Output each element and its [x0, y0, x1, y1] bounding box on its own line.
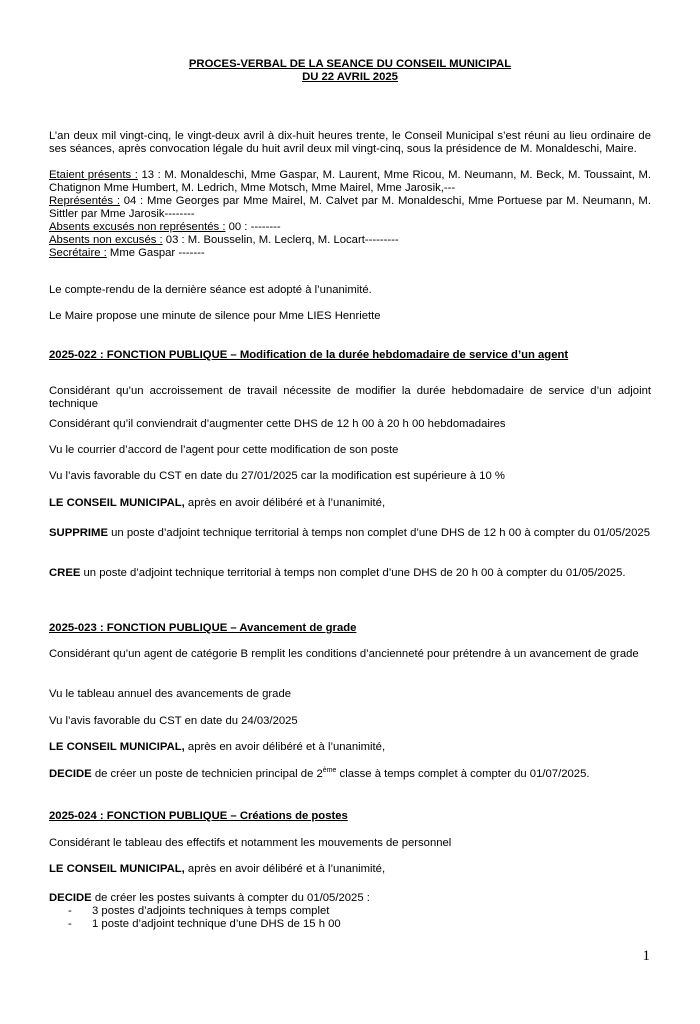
section-022-p4: Vu l’avis favorable du CST en date du 27/01/2025 car la modification est supérieure à 10 % — [49, 470, 505, 482]
representes-text: 04 : Mme Georges par Mme Mairel, M. Calvet par M. Monaldeschi, Mme Portuese par M. Neumann, M. Sittler par Mme Jarosik-------- — [49, 195, 651, 220]
excuses-label: Absents excusés non représentés : — [49, 221, 226, 233]
cree-text: un poste d’adjoint technique territorial à temps non complet d’une DHS de 20 h 00 à compter du 01/05/2025. — [80, 567, 626, 579]
excuses-text: 00 : -------- — [225, 221, 281, 233]
minute-silence-paragraph: Le Maire propose une minute de silence pour Mme LIES Henriette — [49, 310, 381, 322]
page-number: 1 — [642, 948, 650, 964]
decide-label: DECIDE — [49, 768, 92, 780]
presents-paragraph — [49, 169, 651, 195]
document-date: DU 22 AVRIL 2025 — [302, 71, 398, 83]
list-bullet: - — [68, 918, 72, 930]
section-022-p2: Considérant qu’il conviendrait d’augmenter cette DHS de 12 h 00 à 20 h 00 hebdomadaires — [49, 418, 506, 430]
list-bullet: - — [68, 905, 72, 917]
intro-paragraph: L’an deux mil vingt-cinq, le vingt-deux avril à dix-huit heures trente, le Conseil Municipal s’est réuni au lieu ordinaire de ses séances, après convocation légale du huit avril deux mil vingt-cinq, sous la présidence de M. Monaldeschi, Maire. — [49, 130, 651, 155]
presents-label: Etaient présents : — [49, 169, 138, 181]
decide-text: de créer un poste de technicien principal de 2 — [91, 768, 323, 780]
decide-text-end: classe à temps complet à compter du 01/07/2025. — [336, 768, 590, 780]
conseil-label: LE CONSEIL MUNICIPAL, — [49, 497, 185, 509]
section-022-conseil — [49, 497, 651, 510]
compte-rendu-paragraph: Le compte-rendu de la dernière séance est adopté à l’unanimité. — [49, 284, 372, 296]
non-excuses-text: 03 : M. Bousselin, M. Leclerq, M. Locart--------- — [162, 234, 399, 246]
section-022-heading: 2025-022 : FONCTION PUBLIQUE – Modification de la durée hebdomadaire de service d’un agent — [49, 349, 569, 361]
decide-text: de créer les postes suivants à compter du 01/05/2025 : — [91, 892, 370, 904]
section-022-cree — [49, 567, 651, 580]
cree-label: CREE — [49, 567, 81, 579]
representes-label: Représentés : — [49, 195, 120, 207]
section-023-p2: Vu le tableau annuel des avancements de grade — [49, 688, 292, 700]
section-023-conseil — [49, 741, 651, 754]
conseil-text: après en avoir délibéré et à l’unanimité, — [184, 741, 386, 753]
non-excuses-label: Absents non excusés : — [49, 234, 163, 246]
section-024-p1: Considérant le tableau des effectifs et notamment les mouvements de personnel — [49, 837, 452, 849]
section-023-p1: Considérant qu’un agent de catégorie B remplit les conditions d’ancienneté pour prétendre à un avancement de grade — [49, 648, 639, 660]
conseil-text: après en avoir délibéré et à l’unanimité, — [184, 863, 386, 875]
supprime-text: un poste d’adjoint technique territorial à temps non complet d’une DHS de 12 h 00 à compter du 01/05/2025 — [108, 527, 650, 539]
list-item — [68, 905, 329, 918]
secretaire-label: Secrétaire : — [49, 247, 107, 259]
section-022-p3: Vu le courrier d’accord de l’agent pour cette modification de son poste — [49, 444, 399, 456]
decide-label: DECIDE — [49, 892, 92, 904]
excuses-line — [49, 221, 651, 234]
list-item-text: 1 poste d’adjoint technique d’une DHS de 15 h 00 — [92, 918, 341, 930]
section-022-p1: Considérant qu’un accroissement de travail nécessite de modifier la durée hebdomadaire de service d’un adjoint technique — [49, 385, 651, 410]
section-024-conseil — [49, 863, 651, 876]
list-item-text: 3 postes d’adjoints techniques à temps complet — [92, 905, 330, 917]
presents-text: 13 : M. Monaldeschi, Mme Gaspar, M. Laurent, Mme Ricou, M. Neumann, M. Beck, M. Toussaint, M. Chatignon Mme Humbert, M. Ledrich, Mme Motsch, Mme Mairel, Mme Jarosik,--- — [49, 169, 651, 194]
section-023-decide — [49, 768, 651, 781]
list-item — [68, 918, 341, 931]
non-excuses-line — [49, 234, 651, 247]
secretaire-text: Mme Gaspar ------- — [106, 247, 205, 259]
section-023-p3: Vu l’avis favorable du CST en date du 24/03/2025 — [49, 715, 298, 727]
ordinal-suffix: ème — [322, 767, 337, 775]
secretaire-line — [49, 247, 651, 260]
representes-paragraph — [49, 195, 651, 221]
section-024-heading: 2025-024 : FONCTION PUBLIQUE – Créations de postes — [49, 810, 348, 822]
section-024-decide — [49, 892, 651, 905]
conseil-label: LE CONSEIL MUNICIPAL, — [49, 863, 185, 875]
section-023-heading: 2025-023 : FONCTION PUBLIQUE – Avancement de grade — [49, 622, 357, 634]
section-022-supprime — [49, 527, 651, 540]
conseil-text: après en avoir délibéré et à l’unanimité, — [184, 497, 386, 509]
document-title: PROCES-VERBAL DE LA SEANCE DU CONSEIL MUNICIPAL — [188, 58, 512, 70]
supprime-label: SUPPRIME — [49, 527, 109, 539]
conseil-label: LE CONSEIL MUNICIPAL, — [49, 741, 185, 753]
